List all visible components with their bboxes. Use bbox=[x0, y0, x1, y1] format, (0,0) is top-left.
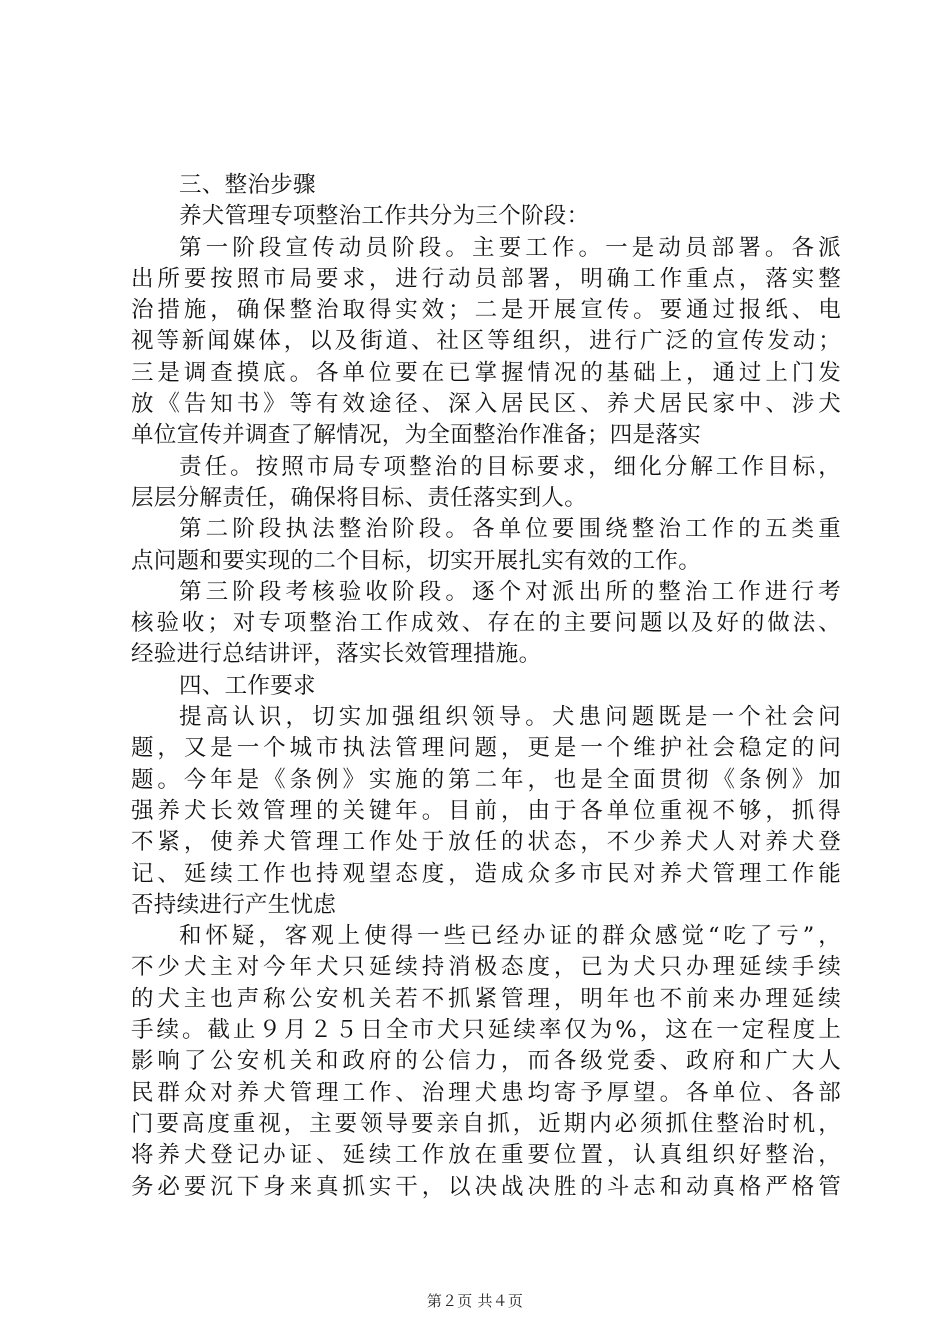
paragraph-line: 务必要沉下身来真抓实干，以决战决胜的斗志和动真格严格管 bbox=[131, 1173, 841, 1200]
section-heading: 三、整治步骤 bbox=[179, 172, 316, 198]
paragraph-line: 出所要按照市局要求，进行动员部署，明确工作重点，落实整 bbox=[131, 265, 841, 292]
paragraph-line: 三是调查摸底。各单位要在已掌握情况的基础上，通过上门发 bbox=[131, 359, 841, 386]
paragraph-line: 责任。按照市局专项整治的目标要求，细化分解工作目标， bbox=[179, 453, 841, 480]
paragraph-line: 记、延续工作也持观望态度，造成众多市民对养犬管理工作能 bbox=[131, 860, 841, 887]
paragraph-line: 单位宣传并调查了解情况，为全面整治作准备；四是落实 bbox=[131, 422, 702, 449]
paragraph-line: 强养犬长效管理的关键年。目前，由于各单位重视不够，抓得 bbox=[131, 797, 841, 824]
page-number-footer: 第２页 共４页 bbox=[426, 1292, 524, 1310]
paragraph-line: 不少犬主对今年犬只延续持消极态度，已为犬只办理延续手续 bbox=[131, 954, 841, 981]
paragraph-line: 手续。截止９月２５日全市犬只延续率仅为%，这在一定程度上 bbox=[131, 1017, 841, 1044]
paragraph-line: 经验进行总结讲评，落实长效管理措施。 bbox=[131, 641, 542, 668]
paragraph-line: 民群众对养犬管理工作、治理犬患均寄予厚望。各单位、各部 bbox=[131, 1079, 841, 1106]
paragraph-line: 核验收；对专项整治工作成效、存在的主要问题以及好的做法、 bbox=[131, 610, 841, 637]
paragraph-line: 题，又是一个城市执法管理问题，更是一个维护社会稳定的问 bbox=[131, 735, 841, 762]
paragraph-line: 放《告知书》等有效途径、深入居民区、养犬居民家中、涉犬 bbox=[131, 391, 841, 418]
paragraph-line: 题。今年是《条例》实施的第二年，也是全面贯彻《条例》加 bbox=[131, 766, 841, 793]
paragraph-line: 点问题和要实现的二个目标，切实开展扎实有效的工作。 bbox=[131, 547, 702, 574]
paragraph-line: 影响了公安机关和政府的公信力，而各级党委、政府和广大人 bbox=[131, 1048, 841, 1075]
paragraph-line: 将养犬登记办证、延续工作放在重要位置，认真组织好整治， bbox=[131, 1142, 841, 1169]
paragraph-line: 门要高度重视，主要领导要亲自抓，近期内必须抓住整治时机， bbox=[131, 1110, 841, 1137]
section-heading: 四、工作要求 bbox=[179, 672, 316, 699]
paragraph-line: 治措施，确保整治取得实效；二是开展宣传。要通过报纸、电 bbox=[131, 297, 841, 324]
paragraph-line: 第二阶段执法整治阶段。各单位要围绕整治工作的五类重 bbox=[179, 516, 841, 543]
document-body bbox=[131, 170, 841, 1203]
paragraph-line: 否持续进行产生忧虑 bbox=[131, 891, 337, 918]
paragraph-line: 第三阶段考核验收阶段。逐个对派出所的整治工作进行考 bbox=[179, 578, 841, 605]
paragraph-line: 养犬管理专项整治工作共分为三个阶段： bbox=[179, 203, 590, 230]
paragraph-line: 的犬主也声称公安机关若不抓紧管理，明年也不前来办理延续 bbox=[131, 985, 841, 1012]
paragraph-line: 层层分解责任，确保将目标、责任落实到人。 bbox=[131, 484, 588, 511]
paragraph-line: 和怀疑，客观上使得一些已经办证的群众感觉“吃了亏”， bbox=[179, 923, 841, 950]
paragraph-line: 视等新闻媒体，以及街道、社区等组织，进行广泛的宣传发动； bbox=[131, 328, 841, 355]
paragraph-line: 不紧，使养犬管理工作处于放任的状态，不少养犬人对养犬登 bbox=[131, 829, 841, 856]
paragraph-line: 提高认识，切实加强组织领导。犬患问题既是一个社会问 bbox=[179, 704, 841, 731]
paragraph-line: 第一阶段宣传动员阶段。主要工作。一是动员部署。各派 bbox=[179, 234, 841, 261]
